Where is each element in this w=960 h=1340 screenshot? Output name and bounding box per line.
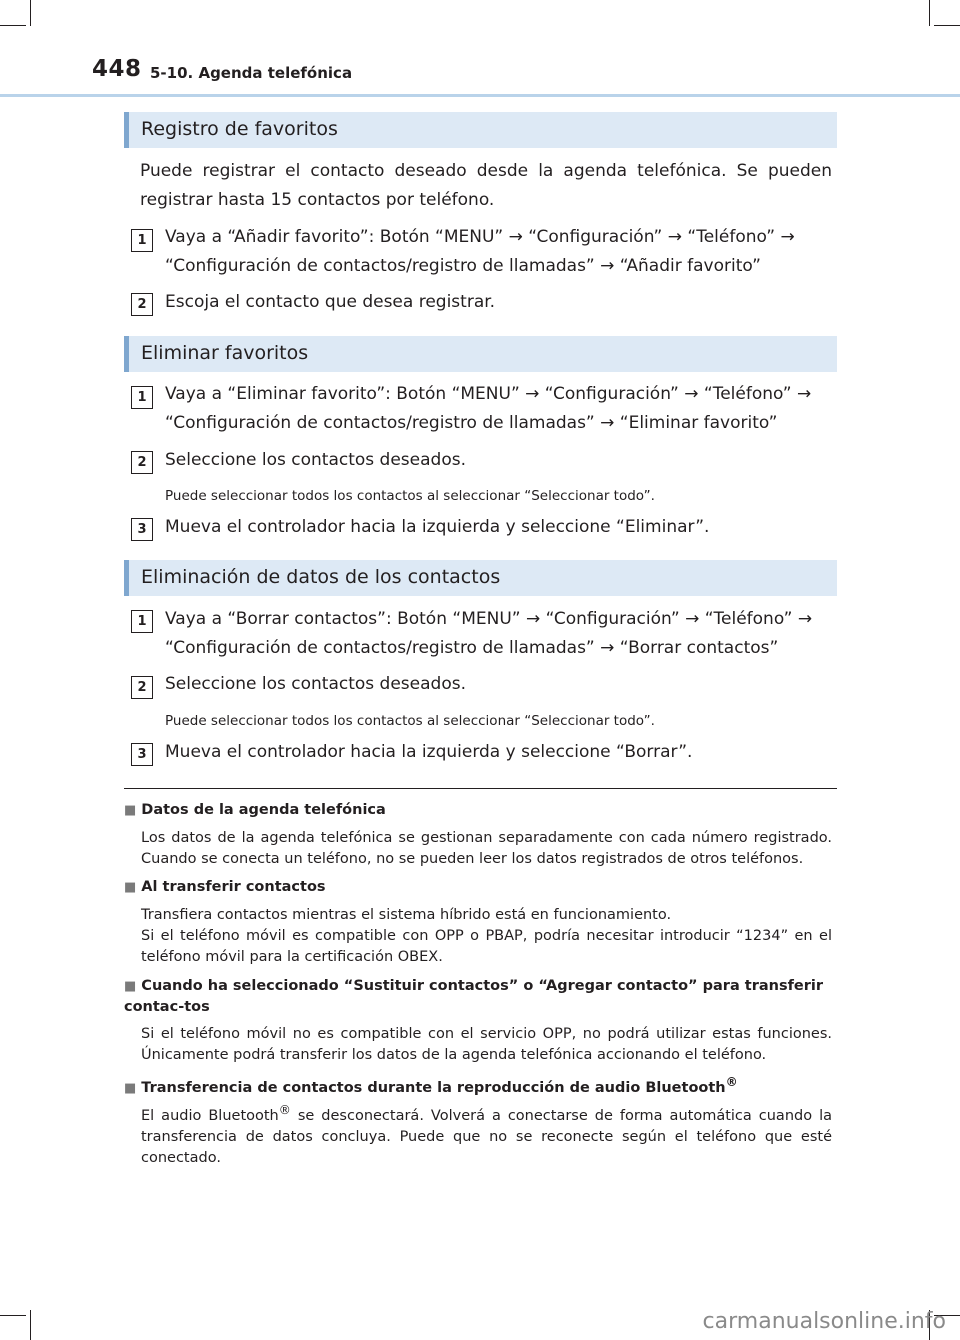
- step-text: Mueva el controlador hacia la izquierda y seleccione “Eliminar”.: [165, 517, 710, 537]
- step-number: 1: [131, 610, 153, 633]
- step-text: Mueva el controlador hacia la izquierda y seleccione “Borrar”.: [165, 742, 693, 762]
- step-text: Escoja el contacto que desea registrar.: [165, 292, 496, 312]
- crop-mark: [30, 1310, 31, 1340]
- step-number: 3: [131, 743, 153, 766]
- step-number: 2: [131, 676, 153, 699]
- chapter-title: 5-10. Agenda telefónica: [150, 64, 353, 82]
- square-bullet-icon: ■: [124, 803, 137, 818]
- square-bullet-icon: ■: [124, 979, 137, 994]
- info-body: Transfiera contactos mientras el sistema híbrido está en funcionamiento.: [141, 907, 672, 923]
- info-heading: ■ Cuando ha seleccionado “Sustituir contactos” o “Agregar contacto” para transferir contac-tos: [124, 978, 824, 1015]
- info-heading: ■ Transferencia de contactos durante la reproducción de audio Bluetooth®: [124, 1075, 738, 1096]
- step-text: Vaya a “Añadir favorito”: Botón “MENU” → “Configuración” → “Teléfono” → “Configuración de contactos/registro de llamadas” → “Añadir favorito”: [165, 227, 795, 276]
- section-divider: [124, 788, 837, 789]
- step-text: Vaya a “Eliminar favorito”: Botón “MENU” → “Configuración” → “Teléfono” → “Configuración de contactos/registro de llamadas” → “Eliminar favorito”: [165, 384, 812, 433]
- step-number: 2: [131, 293, 153, 316]
- square-bullet-icon: ■: [124, 1080, 137, 1096]
- info-body: Los datos de la agenda telefónica se gestionan separadamente con cada número registrado. Cuando se conecta un teléfono, no se pueden leer los datos registrados de otros teléfonos.: [141, 830, 832, 867]
- step-note: Puede seleccionar todos los contactos al seleccionar “Seleccionar todo”.: [165, 488, 655, 504]
- info-body: El audio Bluetooth® se desconectará. Volverá a conectarse de forma automática cuando la transferencia de datos concluya. Puede que no se reconecte según el teléfono que esté conectado.: [141, 1103, 832, 1166]
- header-rule: [0, 94, 960, 97]
- step-number: 1: [131, 229, 153, 252]
- section-title: Eliminar favoritos: [141, 342, 309, 364]
- step-text: Vaya a “Borrar contactos”: Botón “MENU” → “Configuración” → “Teléfono” → “Configuración de contactos/registro de llamadas” → “Borrar contactos”: [165, 609, 813, 658]
- step-number: 1: [131, 386, 153, 409]
- crop-mark: [0, 1315, 26, 1316]
- section-intro: Puede registrar el contacto deseado desde la agenda telefónica. Se pueden registrar hasta 15 contactos por teléfono.: [140, 161, 832, 210]
- info-body: Si el teléfono móvil no es compatible con el servicio OPP, no podrá utilizar estas funciones. Únicamente podrá transferir los datos de la agenda telefónica accionando el teléfono.: [141, 1026, 832, 1063]
- section-heading: [124, 112, 837, 148]
- crop-mark: [929, 0, 930, 26]
- step-number: 3: [131, 518, 153, 541]
- section-title: Registro de favoritos: [141, 118, 338, 140]
- square-bullet-icon: ■: [124, 880, 137, 895]
- section-title: Eliminación de datos de los contactos: [141, 566, 501, 588]
- step-number: 2: [131, 451, 153, 474]
- section-heading: [124, 560, 837, 596]
- info-heading: ■ Datos de la agenda telefónica: [124, 802, 386, 818]
- info-heading: ■ Al transferir contactos: [124, 879, 326, 895]
- page-number: 448: [92, 56, 142, 82]
- section-heading: [124, 336, 837, 372]
- step-text: Seleccione los contactos deseados.: [165, 450, 466, 470]
- step-note: Puede seleccionar todos los contactos al seleccionar “Seleccionar todo”.: [165, 713, 655, 729]
- info-body: Si el teléfono móvil es compatible con OPP o PBAP, podría necesitar introducir “1234” en el teléfono móvil para la certificación OBEX.: [141, 928, 832, 965]
- crop-mark: [0, 25, 26, 26]
- crop-mark: [30, 0, 31, 26]
- crop-mark: [934, 25, 960, 26]
- registered-mark: ®: [725, 1075, 738, 1089]
- registered-mark: ®: [278, 1103, 291, 1117]
- watermark-text: carmanualsonline.info: [702, 1309, 946, 1334]
- step-text: Seleccione los contactos deseados.: [165, 674, 466, 694]
